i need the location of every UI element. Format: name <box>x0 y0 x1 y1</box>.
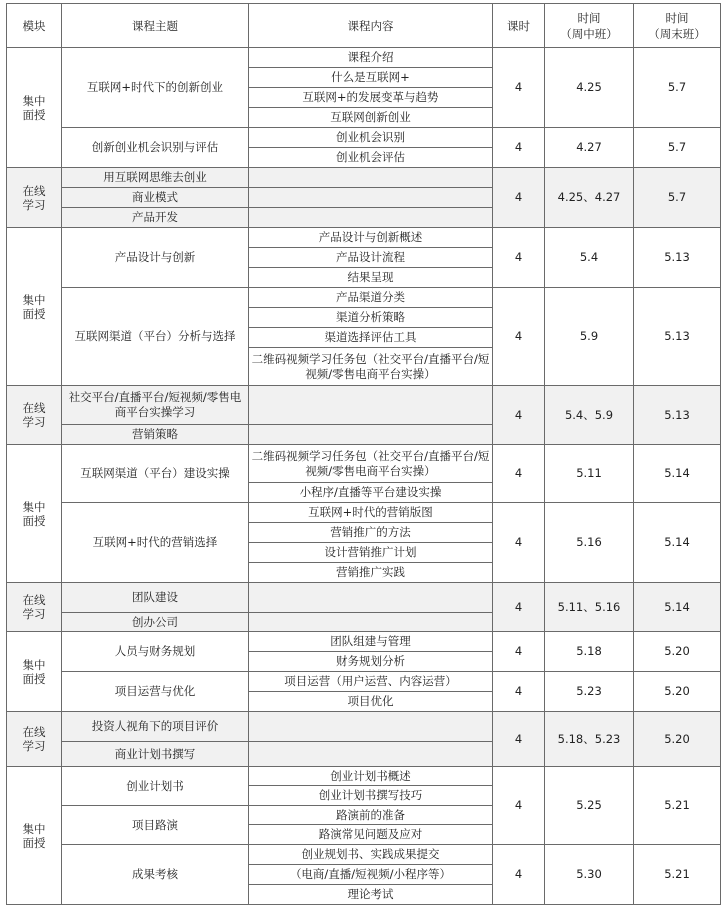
module-label-line2: 面授 <box>22 107 46 122</box>
header-time-weekend <box>634 4 721 48</box>
weekday-date-cell: 5.18 <box>545 632 634 672</box>
hours-cell: 4 <box>493 672 545 712</box>
weekday-date-cell: 5.23 <box>545 672 634 712</box>
module-cell <box>7 386 62 445</box>
content-cell: 产品渠道分类 <box>249 288 493 308</box>
content-cell: 课程介绍 <box>249 48 493 68</box>
content-cell: 渠道分析策略 <box>249 308 493 328</box>
content-cell <box>249 208 493 228</box>
hours-cell: 4 <box>493 288 545 386</box>
table-row <box>7 445 721 483</box>
table-row <box>7 48 721 68</box>
module-cell <box>7 632 62 712</box>
weekday-date-cell: 5.18、5.23 <box>545 712 634 767</box>
content-cell: 二维码视频学习任务包（社交平台/直播平台/短视频/零售电商平台实操） <box>249 445 493 483</box>
table-row <box>7 503 721 523</box>
weekday-date-cell: 5.4、5.9 <box>545 386 634 445</box>
module-label-line1: 集中 <box>22 657 46 672</box>
table-row <box>7 712 721 742</box>
header-time-weekend-line2: （周末班） <box>648 26 706 41</box>
weekend-date-cell: 5.7 <box>634 128 721 168</box>
content-cell <box>249 712 493 742</box>
weekend-date-cell: 5.13 <box>634 288 721 386</box>
content-cell: 结果呈现 <box>249 268 493 288</box>
content-cell: （电商/直播/短视频/小程序等） <box>249 865 493 885</box>
hours-cell: 4 <box>493 128 545 168</box>
content-cell: 互联网创新创业 <box>249 108 493 128</box>
content-cell <box>249 583 493 613</box>
header-time-weekday-line1: 时间 <box>577 10 601 25</box>
topic-cell: 社交平台/直播平台/短视频/零售电商平台实操学习 <box>62 386 249 425</box>
weekend-date-cell: 5.20 <box>634 672 721 712</box>
topic-cell: 产品设计与创新 <box>62 228 249 288</box>
topic-cell: 商业计划书撰写 <box>62 742 249 767</box>
content-cell: 互联网+时代的营销版图 <box>249 503 493 523</box>
topic-cell: 项目运营与优化 <box>62 672 249 712</box>
header-time-weekday-line2: （周中班） <box>560 26 618 41</box>
weekday-date-cell: 5.25 <box>545 767 634 845</box>
content-cell <box>249 613 493 632</box>
weekday-date-cell: 5.30 <box>545 845 634 905</box>
module-cell <box>7 168 62 228</box>
content-cell: 创业计划书概述 <box>249 767 493 786</box>
weekend-date-cell: 5.7 <box>634 48 721 128</box>
table-row <box>7 767 721 786</box>
module-label-line2: 面授 <box>22 835 46 850</box>
content-cell: 路演常见问题及应对 <box>249 825 493 845</box>
table-row <box>7 583 721 613</box>
hours-cell: 4 <box>493 228 545 288</box>
topic-cell: 商业模式 <box>62 188 249 208</box>
weekday-date-cell: 4.25、4.27 <box>545 168 634 228</box>
table-row <box>7 386 721 425</box>
topic-cell: 创业计划书 <box>62 767 249 806</box>
topic-cell: 用互联网思维去创业 <box>62 168 249 188</box>
weekend-date-cell: 5.21 <box>634 845 721 905</box>
module-label-line1: 在线 <box>22 725 46 739</box>
topic-cell: 互联网渠道（平台）分析与选择 <box>62 288 249 386</box>
header-content: 课程内容 <box>249 4 493 48</box>
topic-cell: 互联网+时代下的创新创业 <box>62 48 249 128</box>
table-row <box>7 672 721 692</box>
content-cell: 二维码视频学习任务包（社交平台/直播平台/短视频/零售电商平台实操） <box>249 348 493 386</box>
content-cell: 财务规划分析 <box>249 652 493 672</box>
content-cell: 产品设计与创新概述 <box>249 228 493 248</box>
weekday-date-cell: 5.16 <box>545 503 634 583</box>
header-time-weekday <box>545 4 634 48</box>
module-cell <box>7 48 62 168</box>
weekend-date-cell: 5.7 <box>634 168 721 228</box>
content-cell: 设计营销推广计划 <box>249 543 493 563</box>
weekend-date-cell: 5.14 <box>634 445 721 503</box>
weekend-date-cell: 5.20 <box>634 712 721 767</box>
weekend-date-cell: 5.20 <box>634 632 721 672</box>
weekday-date-cell: 5.11、5.16 <box>545 583 634 632</box>
hours-cell: 4 <box>493 583 545 632</box>
content-cell: 什么是互联网+ <box>249 68 493 88</box>
content-cell: 理论考试 <box>249 885 493 905</box>
weekend-date-cell: 5.13 <box>634 228 721 288</box>
topic-cell: 人员与财务规划 <box>62 632 249 672</box>
topic-cell: 产品开发 <box>62 208 249 228</box>
content-cell <box>249 742 493 767</box>
weekday-date-cell: 4.27 <box>545 128 634 168</box>
module-label-line1: 在线 <box>22 593 46 607</box>
content-cell: 产品设计流程 <box>249 248 493 268</box>
module-label-line2: 面授 <box>22 513 46 528</box>
weekday-date-cell: 5.11 <box>545 445 634 503</box>
topic-cell: 营销策略 <box>62 425 249 445</box>
header-time-weekend-line1: 时间 <box>665 10 689 25</box>
weekend-date-cell: 5.13 <box>634 386 721 445</box>
module-label-line1: 集中 <box>22 93 46 108</box>
table-row <box>7 228 721 248</box>
hours-cell: 4 <box>493 445 545 503</box>
hours-cell: 4 <box>493 767 545 845</box>
module-label-line1: 集中 <box>22 821 46 836</box>
module-label-line1: 在线 <box>22 183 46 198</box>
hours-cell: 4 <box>493 503 545 583</box>
weekday-date-cell: 5.9 <box>545 288 634 386</box>
table-row <box>7 288 721 308</box>
module-cell <box>7 712 62 767</box>
table-row <box>7 632 721 652</box>
module-label-line1: 集中 <box>22 292 46 307</box>
module-cell <box>7 228 62 386</box>
module-label-line2: 面授 <box>22 671 46 686</box>
content-cell: 营销推广实践 <box>249 563 493 583</box>
hours-cell: 4 <box>493 386 545 445</box>
hours-cell: 4 <box>493 712 545 767</box>
content-cell: 项目优化 <box>249 692 493 712</box>
topic-cell: 互联网+时代的营销选择 <box>62 503 249 583</box>
header-row <box>7 4 721 48</box>
hours-cell: 4 <box>493 168 545 228</box>
course-schedule-table <box>6 3 721 905</box>
topic-cell: 项目路演 <box>62 806 249 845</box>
module-cell <box>7 445 62 583</box>
content-cell: 渠道选择评估工具 <box>249 328 493 348</box>
content-cell: 项目运营（用户运营、内容运营） <box>249 672 493 692</box>
topic-cell: 创办公司 <box>62 613 249 632</box>
hours-cell: 4 <box>493 845 545 905</box>
content-cell: 团队组建与管理 <box>249 632 493 652</box>
content-cell: 创业计划书撰写技巧 <box>249 786 493 806</box>
weekday-date-cell: 5.4 <box>545 228 634 288</box>
weekday-date-cell: 4.25 <box>545 48 634 128</box>
topic-cell: 成果考核 <box>62 845 249 905</box>
content-cell <box>249 386 493 425</box>
weekend-date-cell: 5.14 <box>634 583 721 632</box>
table-row <box>7 168 721 188</box>
module-label-line2: 学习 <box>22 197 46 212</box>
content-cell <box>249 188 493 208</box>
module-label-line2: 学习 <box>22 607 46 621</box>
module-label-line1: 在线 <box>22 401 46 415</box>
content-cell: 路演前的准备 <box>249 806 493 825</box>
topic-cell: 投资人视角下的项目评价 <box>62 712 249 742</box>
module-label-line2: 学习 <box>22 739 46 753</box>
module-label-line2: 面授 <box>22 306 46 321</box>
content-cell: 小程序/直播等平台建设实操 <box>249 483 493 503</box>
weekend-date-cell: 5.14 <box>634 503 721 583</box>
content-cell <box>249 425 493 445</box>
weekend-date-cell: 5.21 <box>634 767 721 845</box>
module-cell <box>7 767 62 905</box>
module-label-line2: 学习 <box>22 415 46 429</box>
table-row <box>7 128 721 148</box>
module-label-line1: 集中 <box>22 499 46 514</box>
table-row <box>7 845 721 865</box>
content-cell: 创业机会识别 <box>249 128 493 148</box>
topic-cell: 团队建设 <box>62 583 249 613</box>
header-hours: 课时 <box>493 4 545 48</box>
topic-cell: 互联网渠道（平台）建设实操 <box>62 445 249 503</box>
content-cell: 营销推广的方法 <box>249 523 493 543</box>
topic-cell: 创新创业机会识别与评估 <box>62 128 249 168</box>
hours-cell: 4 <box>493 632 545 672</box>
content-cell: 创业规划书、实践成果提交 <box>249 845 493 865</box>
content-cell <box>249 168 493 188</box>
module-cell <box>7 583 62 632</box>
header-module: 模块 <box>7 4 62 48</box>
header-topic: 课程主题 <box>62 4 249 48</box>
content-cell: 创业机会评估 <box>249 148 493 168</box>
hours-cell: 4 <box>493 48 545 128</box>
content-cell: 互联网+的发展变革与趋势 <box>249 88 493 108</box>
